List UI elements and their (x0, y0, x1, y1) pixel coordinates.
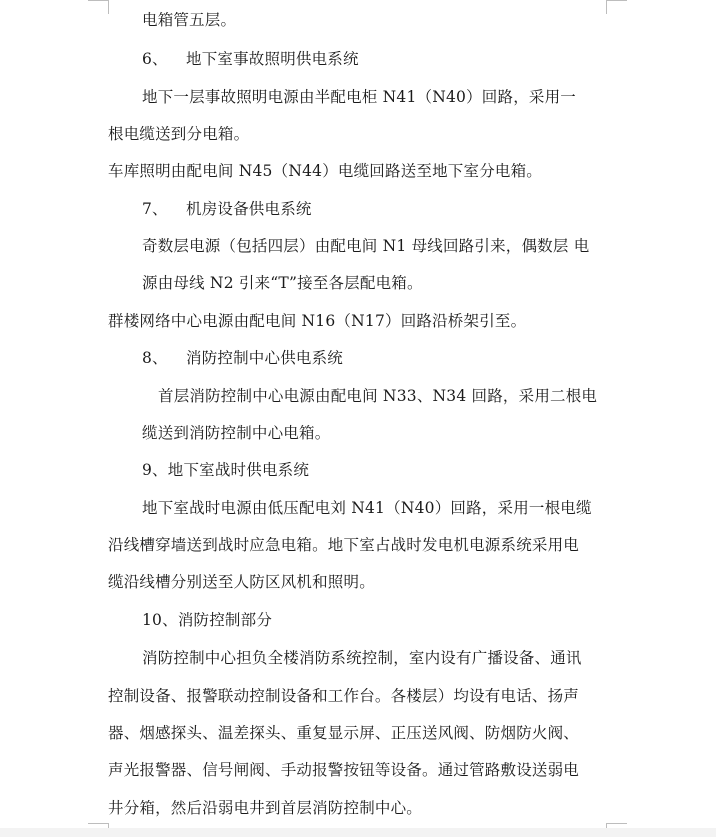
page-bottom-edge (0, 828, 716, 837)
text-line: 车库照明由配电间 N45（N44）电缆回路送至地下室分电箱。 (108, 162, 542, 180)
section-number: 8、 (142, 349, 168, 367)
section-number: 7、 (142, 200, 168, 218)
text-line: 奇数层电源（包括四层）由配电间 N1 母线回路引来，偶数层 电 (142, 237, 590, 255)
text-line: 声光报警器、信号闸阀、手动报警按钮等设备。通过管路敷设送弱电 (108, 761, 580, 779)
text-line: 消防控制中心担负全楼消防系统控制，室内设有广播设备、通讯 (142, 649, 582, 667)
text-line: 群楼网络中心电源由配电间 N16（N17）回路沿桥架引至。 (108, 312, 527, 330)
text-line: 根电缆送到分电箱。 (108, 125, 250, 143)
section-heading: 消防控制中心供电系统 (186, 349, 344, 367)
text-line: 地下一层事故照明电源由半配电柜 N41（N40）回路，采用一 (142, 88, 576, 106)
text-line: 缆送到消防控制中心电箱。 (142, 424, 331, 442)
crop-mark-top-right (606, 0, 627, 14)
section-heading: 机房设备供电系统 (186, 200, 312, 218)
text-line: 器、烟感探头、温差探头、重复显示屏、正压送风阀、防烟防火阀、 (108, 724, 580, 742)
crop-mark-top-left (88, 0, 109, 14)
text-line: 地下室战时电源由低压配电刘 N41（N40）回路，采用一根电缆 (142, 499, 592, 517)
text-line: 源由母线 N2 引来“T”接至各层配电箱。 (142, 274, 423, 292)
text-line: 首层消防控制中心电源由配电间 N33、N34 回路，采用二根电 (158, 387, 598, 405)
text-line: 缆沿线槽分别送至人防区风机和照明。 (108, 573, 375, 591)
section-number: 6、 (142, 50, 168, 68)
section-heading: 地下室事故照明供电系统 (186, 50, 359, 68)
text-line: 电箱管五层。 (142, 11, 237, 29)
section-heading: 9、地下室战时供电系统 (142, 461, 310, 479)
text-line: 沿线槽穿墙送到战时应急电箱。地下室占战时发电机电源系统采用电 (108, 536, 580, 554)
text-line: 控制设备、报警联动控制设备和工作台。各楼层）均设有电话、扬声 (108, 687, 580, 705)
section-heading: 10、消防控制部分 (142, 611, 273, 629)
text-line: 井分箱，然后沿弱电井到首层消防控制中心。 (108, 799, 423, 817)
